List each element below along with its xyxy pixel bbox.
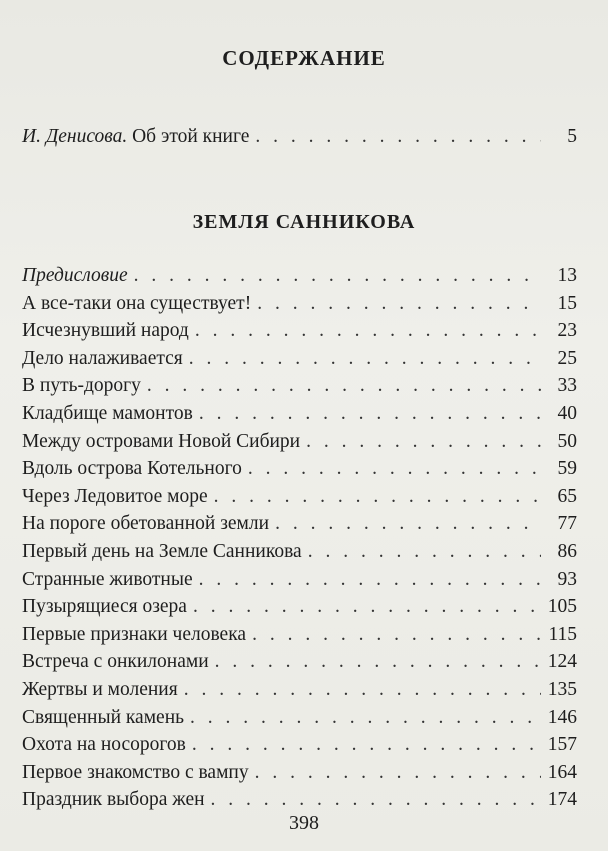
toc-entry[interactable] (22, 679, 577, 707)
toc-entry[interactable] (22, 596, 577, 624)
dot-leader (195, 320, 541, 342)
toc-entry[interactable] (22, 513, 577, 541)
toc-entry-label: Предисловие (22, 265, 128, 286)
toc-entry[interactable] (22, 624, 577, 652)
toc-entry-label: Пузырящиеся озера (22, 596, 187, 618)
toc-entry-page: 124 (547, 651, 577, 673)
intro-title: Об этой книге (127, 126, 250, 147)
toc-entry[interactable] (22, 265, 577, 293)
dot-leader (255, 126, 541, 148)
dot-leader (190, 707, 541, 729)
toc-entry-label: Исчезнувший народ (22, 320, 189, 342)
dot-leader (215, 651, 541, 673)
toc-entry-page: 164 (547, 761, 577, 783)
toc-entry[interactable] (22, 651, 577, 679)
toc-entry[interactable] (22, 375, 577, 403)
toc-entry-label: Странные животные (22, 568, 193, 590)
toc-entry-label: Встреча с онкилонами (22, 651, 209, 673)
toc-entry-page: 33 (557, 375, 577, 397)
toc-entry-label: Первое знакомство с вампу (22, 761, 249, 783)
toc-entry-label: Дело налаживается (22, 347, 183, 369)
dot-leader (275, 513, 541, 535)
toc-entry[interactable] (22, 486, 577, 514)
toc-entry[interactable] (22, 707, 577, 735)
dot-leader (199, 403, 541, 425)
toc-entry-page: 59 (557, 458, 577, 480)
section-toc (22, 265, 577, 817)
dot-leader (306, 431, 541, 453)
toc-entry[interactable] (22, 541, 577, 569)
toc-entry-label (22, 126, 249, 148)
dot-leader (147, 375, 541, 397)
toc-entry-page: 77 (557, 513, 577, 535)
toc-entry-page: 13 (557, 265, 577, 286)
toc-entry-page: 50 (557, 430, 577, 452)
toc-entry-label: Первые признаки человека (22, 623, 247, 645)
intro-toc (22, 126, 577, 154)
toc-entry-page: 157 (547, 734, 577, 756)
toc-entry-intro[interactable] (22, 126, 577, 154)
toc-entry-page: 25 (557, 347, 577, 369)
toc-entry-page: 174 (547, 789, 577, 811)
dot-leader (184, 679, 541, 701)
dot-leader (189, 348, 541, 370)
page-number: 398 (289, 812, 319, 834)
toc-entry[interactable] (22, 320, 577, 348)
toc-entry-label: Через Ледовитое море (22, 485, 208, 507)
toc-entry-page: 5 (567, 126, 577, 147)
section-heading: ЗЕМЛЯ САННИКОВА (192, 211, 416, 233)
toc-entry[interactable] (22, 762, 577, 790)
toc-entry-page: 135 (547, 678, 577, 700)
toc-entry[interactable] (22, 569, 577, 597)
dot-leader (257, 293, 541, 315)
toc-entry-label: На пороге обетованной земли (22, 513, 270, 535)
toc-entry[interactable] (22, 348, 577, 376)
toc-entry[interactable] (22, 293, 577, 321)
toc-entry-page: 86 (557, 540, 577, 562)
dot-leader (308, 541, 541, 563)
toc-entry-page: 15 (557, 292, 577, 314)
toc-entry-label: Священный камень (22, 706, 185, 728)
dot-leader (192, 734, 541, 756)
dot-leader (252, 624, 541, 646)
toc-entry-page: 105 (547, 596, 577, 618)
toc-entry[interactable] (22, 458, 577, 486)
toc-entry-page: 40 (557, 402, 577, 424)
dot-leader (211, 789, 541, 811)
toc-entry[interactable] (22, 431, 577, 459)
dot-leader (248, 458, 541, 480)
toc-entry-page: 65 (557, 485, 577, 507)
toc-entry-page: 115 (548, 623, 577, 645)
toc-entry-label: Охота на носорогов (22, 734, 186, 756)
toc-entry[interactable] (22, 734, 577, 762)
toc-entry-label: Кладбище мамонтов (22, 402, 193, 424)
toc-entry-label: Между островами Новой Сибири (22, 430, 301, 452)
toc-entry-label: В путь-дорогу (22, 375, 141, 397)
dot-leader (134, 265, 541, 287)
contents-heading: СОДЕРЖАНИЕ (222, 46, 386, 70)
toc-entry-label: Вдоль острова Котельного (22, 458, 242, 480)
toc-entry-label: Первый день на Земле Санникова (22, 540, 302, 562)
toc-entry-page: 93 (557, 568, 577, 590)
toc-entry-page: 146 (547, 706, 577, 728)
dot-leader (255, 762, 541, 784)
toc-entry-label: А все-таки она существует! (22, 292, 252, 314)
dot-leader (193, 596, 541, 618)
toc-entry-label: Праздник выбора жен (22, 789, 205, 811)
dot-leader (214, 486, 541, 508)
toc-entry-label: Жертвы и моления (22, 678, 178, 700)
intro-author: И. Денисова. (22, 126, 128, 147)
dot-leader (199, 569, 541, 591)
toc-entry-page: 23 (557, 320, 577, 342)
toc-entry[interactable] (22, 403, 577, 431)
